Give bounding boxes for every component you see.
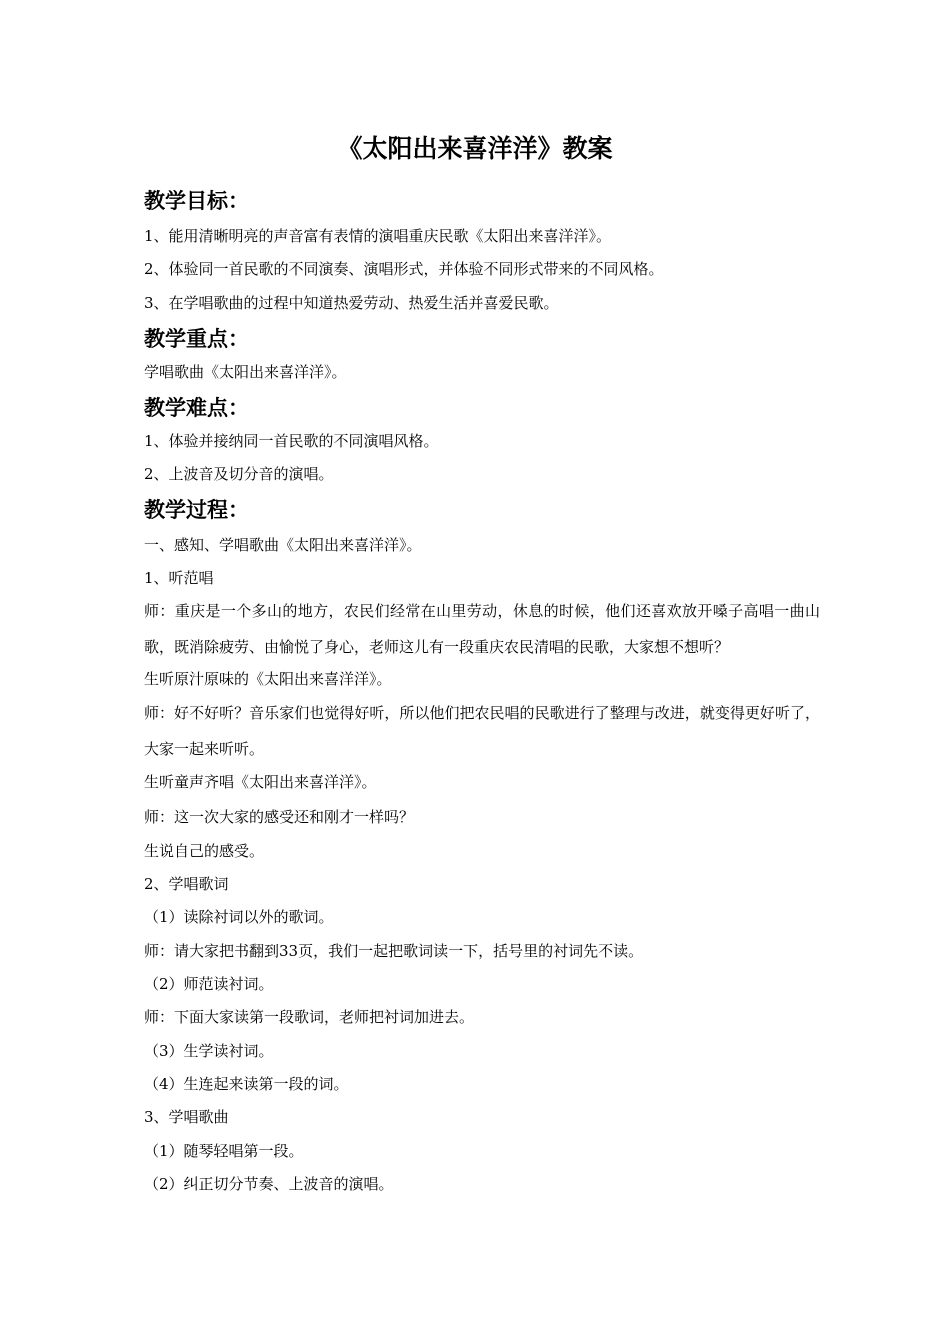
goal-item-3: 3、在学唱歌曲的过程中知道热爱劳动、热爱生活并喜爱民歌。 <box>144 294 559 312</box>
process-item: （2）纠正切分节奏、上波音的演唱。 <box>144 1175 394 1193</box>
difficulty-item-2: 2、上波音及切分音的演唱。 <box>144 465 334 483</box>
goal-item-2: 2、体验同一首民歌的不同演奏、演唱形式，并体验不同形式带来的不同风格。 <box>144 260 664 278</box>
section-heading-process: 教学过程： <box>144 498 249 522</box>
process-item: 2、学唱歌词 <box>144 875 229 893</box>
process-item: 师：这一次大家的感受还和刚才一样吗？ <box>144 808 415 826</box>
document-title: 《太阳出来喜洋洋》教案 <box>337 134 613 163</box>
process-item: 师：重庆是一个多山的地方，农民们经常在山里劳动，休息的时候，他们还喜欢放开嗓子高唱一曲山歌，既消除疲劳、由愉悦了身心，老师这儿有一段重庆农民清唱的民歌，大家想不想听？ <box>144 602 820 656</box>
goal-item-1: 1、能用清晰明亮的声音富有表情的演唱重庆民歌《太阳出来喜洋洋》。 <box>144 227 612 245</box>
key-point-item-1: 学唱歌曲《太阳出来喜洋洋》。 <box>144 363 347 381</box>
process-item: （3）生学读衬词。 <box>144 1042 274 1060</box>
process-item: （1）读除衬词以外的歌词。 <box>144 908 334 926</box>
process-item: 生听原汁原味的《太阳出来喜洋洋》。 <box>144 670 392 688</box>
section-heading-goals: 教学目标： <box>144 189 249 213</box>
process-item: 生说自己的感受。 <box>144 842 265 860</box>
process-item: 生听童声齐唱《太阳出来喜洋洋》。 <box>144 773 377 791</box>
process-item: 3、学唱歌曲 <box>144 1108 229 1126</box>
process-item: 1、听范唱 <box>144 569 214 587</box>
process-item: 师：请大家把书翻到33页，我们一起把歌词读一下，括号里的衬词先不读。 <box>144 942 644 960</box>
process-item: 师：好不好听？音乐家们也觉得好听，所以他们把农民唱的民歌进行了整理与改进，就变得更好听了，大家一起来听听。 <box>144 704 820 758</box>
process-item: （1）随琴轻唱第一段。 <box>144 1142 304 1160</box>
section-heading-key-points: 教学重点： <box>144 327 249 351</box>
process-item: 一、感知、学唱歌曲《太阳出来喜洋洋》。 <box>144 536 422 554</box>
process-item: （2）师范读衬词。 <box>144 975 274 993</box>
process-item: （4）生连起来读第一段的词。 <box>144 1075 349 1093</box>
section-heading-difficulties: 教学难点： <box>144 396 249 420</box>
difficulty-item-1: 1、体验并接纳同一首民歌的不同演唱风格。 <box>144 432 439 450</box>
process-item: 师：下面大家读第一段歌词，老师把衬词加进去。 <box>144 1008 475 1026</box>
